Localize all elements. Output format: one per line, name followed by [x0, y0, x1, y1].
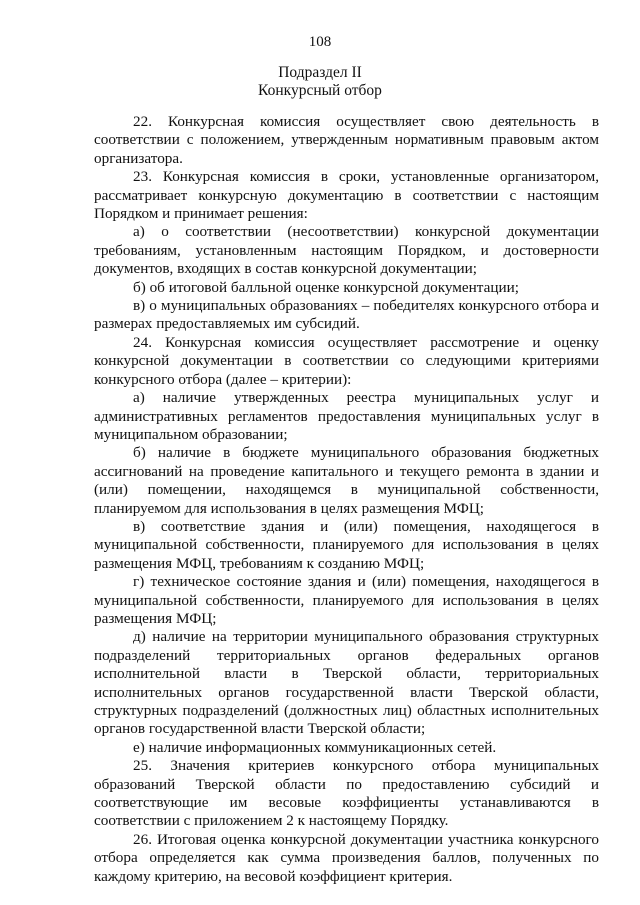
subsection-title: Подраздел II [278, 64, 362, 81]
paragraph-25: 25. Значения критериев конкурсного отбора муниципальных образований Тверской области по предоставлению субсидий и соответствующие им весовые коэффициенты устанавливаются в соответствии с приложением 2 к настоящему Порядку. [94, 757, 599, 830]
paragraph-24-v: в) соответствие здания и (или) помещения, находящегося в муниципальной собственности, планируемого для использования в целях размещения МФЦ, требованиям к созданию МФЦ; [94, 517, 599, 572]
paragraph-23-b: б) об итоговой балльной оценке конкурсной документации; [133, 278, 519, 296]
paragraph-24-g: г) техническое состояние здания и (или) помещения, находящегося в муниципальной собственности, планируемого для использования в целях размещения МФЦ; [94, 573, 599, 627]
paragraph-24-a: а) наличие утвержденных реестра муниципальных услуг и административных регламентов предоставления муниципальных услуг в муниципальном образовании; [94, 389, 599, 443]
paragraph-26: 26. Итоговая оценка конкурсной документации участника конкурсного отбора определяется как сумма произведения баллов, полученных по каждому критерию, на весовой коэффициент критерия. [94, 830, 599, 885]
paragraph-22: 22. Конкурсная комиссия осуществляет свою деятельность в соответствии с положением, утвержденным нормативным правовым актом организатора. [94, 113, 599, 167]
paragraph-24-d: д) наличие на территории муниципального образования структурных подразделений территориальных органов федеральных органов исполнительной власти в Тверской области, территориальных исполнительных органов государственной власти Тверской области, структурных подразделений (должностных лиц) областных исполнительных органов государственной власти Тверской области; [94, 628, 599, 738]
paragraph-23: 23. Конкурсная комиссия в сроки, установленные организатором, рассматривает конкурсную документацию в соответствии с настоящим Порядком и принимает решения: [94, 168, 599, 223]
document-body [94, 113, 599, 886]
paragraph-24: 24. Конкурсная комиссия осуществляет рассмотрение и оценку конкурсной документации в соответствии со следующими критериями конкурсного отбора (далее – критерии): [94, 333, 599, 388]
section-title: Конкурсный отбор [258, 82, 382, 99]
paragraph-24-b: б) наличие в бюджете муниципального образования бюджетных ассигнований на проведение капитального и текущего ремонта в здании и (или) помещении, находящемся в муниципальной собственности, планируемом для использования в целях размещения МФЦ; [94, 444, 599, 517]
paragraph-23-v: в) о муниципальных образованиях – победителях конкурсного отбора и размерах предоставляемых им субсидий. [94, 297, 599, 333]
paragraph-24-e: е) наличие информационных коммуникационных сетей. [133, 738, 497, 756]
paragraph-23-a: а) о соответствии (несоответствии) конкурсной документации требованиям, установленным настоящим Порядком, и достоверности документов, входящих в состав конкурсной документации; [94, 223, 599, 278]
page-number: 108 [308, 34, 332, 50]
